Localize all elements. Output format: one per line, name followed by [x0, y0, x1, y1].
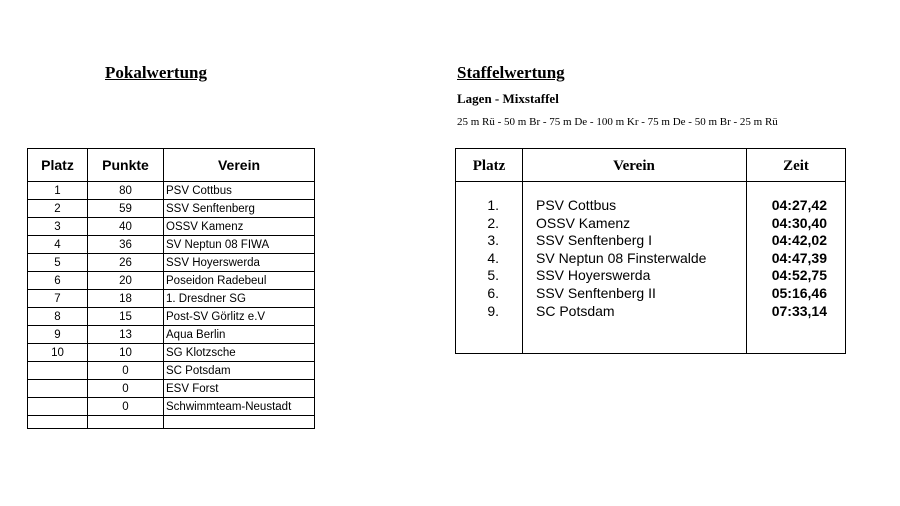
- pokal-empty-cell: [164, 416, 315, 429]
- pokal-cell-punkte: 80: [88, 182, 164, 200]
- staffel-header-verein: Verein: [613, 158, 655, 174]
- pokal-cell-verein: ESV Forst: [164, 380, 315, 398]
- pokal-row: [28, 380, 315, 398]
- staffel-cell-zeit: 04:47,39: [771, 249, 827, 266]
- pokal-cell-punkte: 13: [88, 326, 164, 344]
- pokal-cell-verein: OSSV Kamenz: [164, 218, 315, 236]
- pokal-cell-punkte: 40: [88, 218, 164, 236]
- pokal-row: [28, 326, 315, 344]
- pokal-cell-platz: 1: [28, 182, 88, 200]
- staffel-row: [456, 302, 845, 320]
- staffel-header-zeit: Zeit: [783, 158, 809, 174]
- staffel-cell-verein: OSSV Kamenz: [536, 214, 631, 231]
- staffel-row: [456, 249, 845, 267]
- pokal-cell-punkte: 10: [88, 344, 164, 362]
- pokal-cell-punkte: 59: [88, 200, 164, 218]
- staffel-cell-zeit: 07:33,14: [771, 302, 827, 319]
- pokal-header-punkte: Punkte: [88, 149, 164, 182]
- staffel-cell-zeit: 04:42,02: [771, 232, 827, 249]
- pokal-cell-platz: 7: [28, 290, 88, 308]
- staffel-header-platz: Platz: [472, 158, 506, 174]
- staffel-cell-verein: SC Potsdam: [536, 302, 615, 319]
- staffel-cell-platz: 6.: [487, 285, 499, 301]
- pokal-cell-platz: 3: [28, 218, 88, 236]
- pokal-cell-platz: 2: [28, 200, 88, 218]
- pokal-header-platz: Platz: [28, 149, 88, 182]
- pokal-cell-platz: 9: [28, 326, 88, 344]
- staffel-cell-verein: SV Neptun 08 Finsterwalde: [536, 249, 707, 266]
- pokal-cell-punkte: 15: [88, 308, 164, 326]
- pokal-cell-platz: [28, 380, 88, 398]
- staffel-row: [456, 231, 845, 249]
- pokal-cell-platz: [28, 362, 88, 380]
- pokal-cell-verein: SSV Senftenberg: [164, 200, 315, 218]
- pokal-cell-punkte: 20: [88, 272, 164, 290]
- pokal-cell-verein: SG Klotzsche: [164, 344, 315, 362]
- pokal-cell-platz: 6: [28, 272, 88, 290]
- pokal-cell-punkte: 18: [88, 290, 164, 308]
- staffel-cell-zeit: 04:27,42: [771, 197, 827, 213]
- pokal-empty-row: [28, 416, 315, 429]
- staffel-row: [456, 284, 845, 302]
- staffel-subtitle: Lagen - Mixstaffel: [457, 91, 559, 106]
- staffel-cell-verein: SSV Senftenberg II: [536, 285, 656, 301]
- staffel-cell-platz: 5.: [487, 267, 499, 284]
- pokal-row: [28, 398, 315, 416]
- staffel-cell-verein: SSV Senftenberg I: [536, 232, 652, 249]
- pokal-cell-punkte: 26: [88, 254, 164, 272]
- staffel-cell-zeit: 04:30,40: [771, 214, 827, 231]
- pokal-cell-punkte: 0: [88, 362, 164, 380]
- staffel-row: [456, 266, 845, 284]
- staffel-cell-zeit: 05:16,46: [771, 285, 827, 301]
- pokal-row: [28, 290, 315, 308]
- pokal-cell-verein: Poseidon Radebeul: [164, 272, 315, 290]
- staffel-cell-zeit: 04:52,75: [771, 267, 827, 284]
- pokal-empty-cell: [88, 416, 164, 429]
- pokal-cell-verein: Aqua Berlin: [164, 326, 315, 344]
- pokal-cell-platz: 8: [28, 308, 88, 326]
- header-divider: [456, 181, 845, 182]
- pokal-cell-platz: 10: [28, 344, 88, 362]
- pokal-header-row: [28, 149, 315, 182]
- pokal-cell-verein: Post-SV Görlitz e.V: [164, 308, 315, 326]
- staffel-cell-platz: 9.: [487, 302, 499, 319]
- staffel-title: Staffelwertung: [457, 63, 565, 82]
- pokal-cell-platz: 5: [28, 254, 88, 272]
- pokal-table: [27, 148, 315, 429]
- pokal-row: [28, 272, 315, 290]
- pokal-cell-platz: [28, 398, 88, 416]
- staffel-cell-verein: SSV Hoyerswerda: [536, 267, 651, 284]
- pokal-cell-verein: PSV Cottbus: [164, 182, 315, 200]
- pokal-row: [28, 362, 315, 380]
- pokal-cell-punkte: 0: [88, 380, 164, 398]
- pokal-row: [28, 218, 315, 236]
- pokal-cell-verein: 1. Dresdner SG: [164, 290, 315, 308]
- pokal-cell-platz: 4: [28, 236, 88, 254]
- pokal-title: Pokalwertung: [105, 63, 207, 82]
- pokal-row: [28, 182, 315, 200]
- pokal-row: [28, 200, 315, 218]
- pokal-cell-verein: SC Potsdam: [164, 362, 315, 380]
- staffel-cell-platz: 1.: [487, 197, 499, 213]
- pokal-empty-cell: [28, 416, 88, 429]
- pokal-row: [28, 236, 315, 254]
- staffel-row: [456, 214, 845, 232]
- pokal-cell-punkte: 0: [88, 398, 164, 416]
- pokal-cell-verein: Schwimmteam-Neustadt: [164, 398, 315, 416]
- staffel-table: [455, 148, 846, 354]
- staffel-cell-verein: PSV Cottbus: [536, 197, 617, 213]
- staffel-cell-platz: 4.: [487, 249, 499, 266]
- pokal-row: [28, 344, 315, 362]
- staffel-description: 25 m Rü - 50 m Br - 75 m De - 100 m Kr - 75 m De - 50 m Br - 25 m Rü: [457, 116, 778, 128]
- staffel-cell-platz: 2.: [487, 214, 499, 231]
- staffel-row: [456, 196, 845, 214]
- pokal-row: [28, 254, 315, 272]
- pokal-row: [28, 308, 315, 326]
- pokal-cell-verein: SSV Hoyerswerda: [164, 254, 315, 272]
- pokal-cell-punkte: 36: [88, 236, 164, 254]
- staffel-cell-platz: 3.: [487, 232, 499, 249]
- pokal-cell-verein: SV Neptun 08 FIWA: [164, 236, 315, 254]
- pokal-header-verein: Verein: [164, 149, 315, 182]
